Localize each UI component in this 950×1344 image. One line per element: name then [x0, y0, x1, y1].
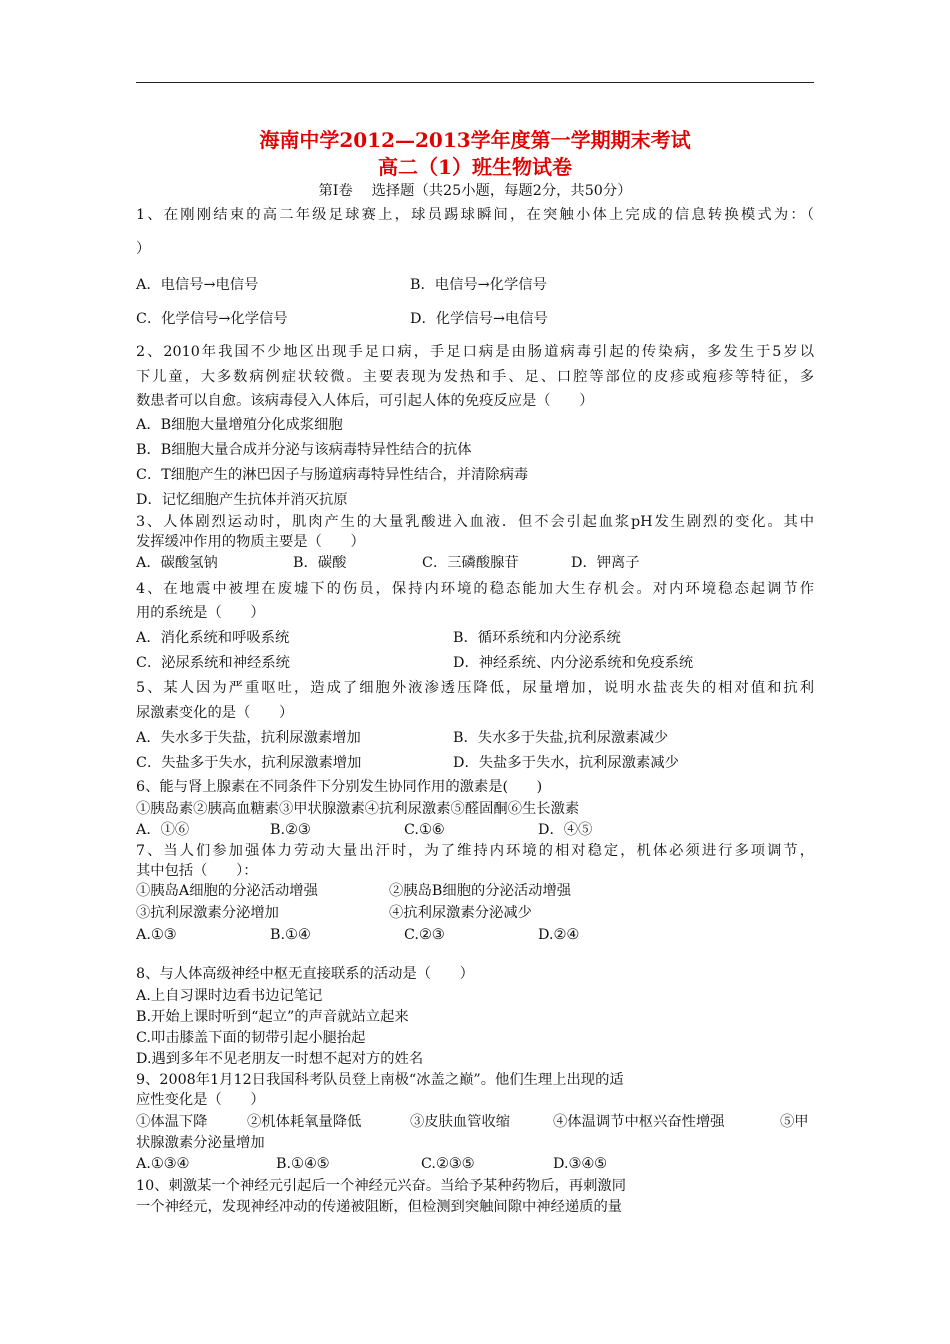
q2-option-b: B．B细胞大量合成并分泌与该病毒特异性结合的抗体 [136, 442, 472, 458]
header-rule [136, 82, 814, 83]
q9-item-4: ④体温调节中枢兴奋性增强 [553, 1114, 725, 1130]
q7-item-4: ④抗利尿激素分泌减少 [389, 905, 532, 921]
q3-option-b: B．碳酸 [293, 555, 347, 571]
q7-option-d: D.②④ [538, 927, 580, 943]
q5-option-a: A．失水多于失盐，抗利尿激素增加 [136, 730, 361, 746]
q9-item-5: ⑤甲 [780, 1114, 809, 1130]
q9-option-d: D.③④⑤ [553, 1156, 607, 1172]
q6-option-b: B.②③ [270, 822, 311, 838]
q4-stem-1: 4、在地震中被埋在废墟下的伤员，保持内环境的稳态能加大生存机会。对内环境稳态起调节作 [136, 581, 814, 597]
q7-item-2: ②胰岛B细胞的分泌活动增强 [389, 883, 572, 899]
section-heading: 第Ⅰ卷 选择题（共25小题，每题2分，共50分） [318, 183, 632, 199]
q10-stem-2: 一个神经元，发现神经冲动的传递被阻断，但检测到突触间隙中神经递质的量 [136, 1199, 623, 1215]
q8-stem: 8、与人体高级神经中枢无直接联系的活动是（ ） [136, 966, 474, 982]
q3-option-d: D．钾离子 [571, 555, 640, 571]
q9-item-3: ③皮肤血管收缩 [410, 1114, 511, 1130]
q2-option-a: A．B细胞大量增殖分化成浆细胞 [136, 417, 343, 433]
q2-option-c: C．T细胞产生的淋巴因子与肠道病毒特异性结合，并清除病毒 [136, 467, 529, 483]
q2-stem-2: 下儿童，大多数病例症状较微。主要表现为发热和手、足、口腔等部位的皮疹或疱疹等特征，多 [136, 369, 814, 385]
q1-option-d: D．化学信号→电信号 [410, 311, 548, 327]
q9-option-b: B.①④⑤ [276, 1156, 330, 1172]
q6-option-c: C.①⑥ [404, 822, 445, 838]
q1-stem: 1、在刚刚结束的高二年级足球赛上，球员踢球瞬间，在突触小体上完成的信息转换模式为：（ [136, 207, 814, 223]
q4-option-c: C．泌尿系统和神经系统 [136, 655, 290, 671]
q6-option-d: D．④⑤ [538, 822, 593, 838]
q7-stem-1: 7、当人们参加强体力劳动大量出汗时，为了维持内环境的相对稳定，机体必须进行多项调节， [136, 843, 814, 859]
q9-stem-2: 应性变化是（ ） [136, 1092, 265, 1108]
q4-option-b: B．循环系统和内分泌系统 [453, 630, 621, 646]
q9-item-1: ①体温下降 [136, 1114, 208, 1130]
q10-stem-1: 10、刺激某一个神经元引起后一个神经元兴奋。当给予某种药物后，再刺激同 [136, 1178, 626, 1194]
q5-option-c: C．失盐多于失水，抗利尿激素增加 [136, 755, 362, 771]
q2-option-d: D．记忆细胞产生抗体并消灭抗原 [136, 492, 348, 508]
q6-stem-2: ①胰岛素②胰高血糖素③甲状腺激素④抗利尿激素⑤醛固酮⑥生长激素 [136, 801, 580, 817]
exam-title: 海南中学2012—2013学年度第一学期期末考试 [259, 128, 691, 152]
q3-option-a: A．碳酸氢钠 [136, 555, 218, 571]
q5-stem-2: 尿激素变化的是（ ） [136, 705, 294, 721]
q9-stem-1: 9、2008年1月12日我国科考队员登上南极“冰盖之巅”。他们生理上出现的适 [136, 1072, 624, 1088]
q9-item-5-cont: 状腺激素分泌量增加 [136, 1135, 265, 1151]
q9-option-c: C.②③⑤ [421, 1156, 475, 1172]
q5-option-b: B．失水多于失盐,抗利尿激素减少 [453, 730, 669, 746]
q7-stem-2: 其中包括（ ）： [136, 863, 258, 879]
q7-option-c: C.②③ [404, 927, 445, 943]
q7-item-3: ③抗利尿激素分泌增加 [136, 905, 279, 921]
q6-option-a: A．①⑥ [136, 822, 190, 838]
q8-option-a: A.上自习课时边看书边记笔记 [136, 988, 323, 1004]
q4-option-d: D．神经系统、内分泌系统和免疫系统 [453, 655, 694, 671]
q7-option-a: A.①③ [136, 927, 177, 943]
q3-stem-1: 3、人体剧烈运动时，肌肉产生的大量乳酸进入血液．但不会引起血浆pH发生剧烈的变化。其中 [136, 514, 814, 530]
q2-stem-3: 数患者可以自愈。该病毒侵入人体后，可引起人体的免疫反应是（ ） [136, 393, 594, 409]
q4-option-a: A．消化系统和呼吸系统 [136, 630, 290, 646]
q3-stem-2: 发挥缓冲作用的物质主要是（ ） [136, 534, 365, 550]
q1-option-a: A．电信号→电信号 [136, 277, 259, 293]
q8-option-b: B.开始上课时听到“起立”的声音就站立起来 [136, 1009, 409, 1025]
q3-option-c: C．三磷酸腺苷 [422, 555, 519, 571]
q1-option-b: B．电信号→化学信号 [410, 277, 547, 293]
q9-option-a: A.①③④ [136, 1156, 190, 1172]
q8-option-c: C.叩击膝盖下面的韧带引起小腿抬起 [136, 1030, 366, 1046]
q1-stem-end: ） [136, 241, 151, 257]
q5-option-d: D．失盐多于失水，抗利尿激素减少 [453, 755, 679, 771]
q6-stem-1: 6、能与肾上腺素在不同条件下分别发生协同作用的激素是( ) [136, 779, 543, 795]
q1-option-c: C．化学信号→化学信号 [136, 311, 288, 327]
q5-stem-1: 5、某人因为严重呕吐，造成了细胞外液渗透压降低，尿量增加，说明水盐丧失的相对值和抗利 [136, 680, 814, 696]
q2-stem-1: 2、2010年我国不少地区出现手足口病，手足口病是由肠道病毒引起的传染病，多发生于5岁以 [136, 344, 814, 360]
q7-item-1: ①胰岛A细胞的分泌活动增强 [136, 883, 318, 899]
q8-option-d: D.遇到多年不见老朋友一时想不起对方的姓名 [136, 1051, 424, 1067]
q4-stem-2: 用的系统是（ ） [136, 605, 265, 621]
q9-item-2: ②机体耗氧量降低 [247, 1114, 362, 1130]
q7-option-b: B.①④ [270, 927, 311, 943]
exam-subtitle: 高二（1）班生物试卷 [378, 155, 572, 179]
